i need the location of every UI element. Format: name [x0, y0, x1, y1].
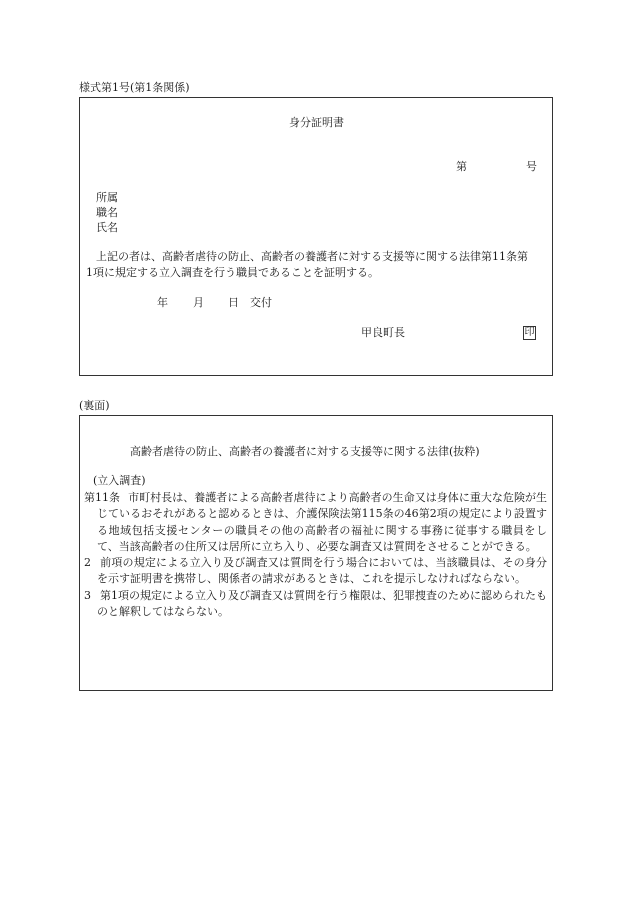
- date-day-label: 日: [228, 296, 239, 309]
- field-affiliation-label: 所属: [96, 191, 118, 204]
- date-month-label: 月: [193, 296, 204, 309]
- law-article-block: [84, 490, 547, 620]
- article-11-text: 市町村長は、養護者による高齢者虐待により高齢者の生命又は身体に重大な危険が生じているおそれがあると認めるときは、介護保険法第115条の46第2項の規定により設置する地域包括支援センターの職員その他の高齢者の福祉に関する事務に従事する職員をして、当該高齢者の住所又は居所に立ち入り、必要な調査又は質問をさせることができる。: [97, 491, 548, 553]
- certificate-front-box: [79, 97, 553, 376]
- number-prefix: 第: [456, 160, 467, 173]
- date-year-label: 年: [157, 296, 168, 309]
- article-11-paragraph-3: [84, 588, 547, 621]
- back-side-label: (裏面): [79, 399, 110, 412]
- number-suffix: 号: [526, 160, 537, 173]
- section-heading: (立入調査): [93, 474, 146, 487]
- article-11: [84, 490, 547, 555]
- law-title: 高齢者虐待の防止、高齢者の養護者に対する支援等に関する法律(抜粋): [130, 445, 480, 458]
- paragraph-2-number: 2: [84, 556, 91, 570]
- article-number: 第11条: [84, 491, 121, 504]
- paragraph-3-text: 第1項の規定による立入り及び調査又は質問を行う権限は、犯罪捜査のために認められたものと解釈してはならない。: [97, 588, 547, 619]
- issuer-name: 甲良町長: [361, 326, 405, 339]
- certificate-title: 身分証明書: [289, 116, 344, 129]
- certification-text-line1: 上記の者は、高齢者虐待の防止、高齢者の養護者に対する支援等に関する法律第11条第: [96, 250, 528, 263]
- field-position-label: 職名: [96, 206, 118, 219]
- certification-text-line2: 1項に規定する立入調査を行う職員であることを証明する。: [86, 266, 379, 279]
- form-label: 様式第1号(第1条関係): [79, 81, 190, 94]
- date-issued-label: 交付: [250, 296, 272, 309]
- seal-mark: 印: [524, 327, 535, 338]
- paragraph-3-number: 3: [84, 588, 91, 602]
- field-name-label: 氏名: [96, 221, 118, 234]
- paragraph-2-text: 前項の規定による立入り及び調査又は質問を行う場合においては、当該職員は、その身分を示す証明書を携帯し、関係者の請求があるときは、これを提示しなければならない。: [97, 556, 547, 586]
- article-11-paragraph-2: [84, 555, 547, 588]
